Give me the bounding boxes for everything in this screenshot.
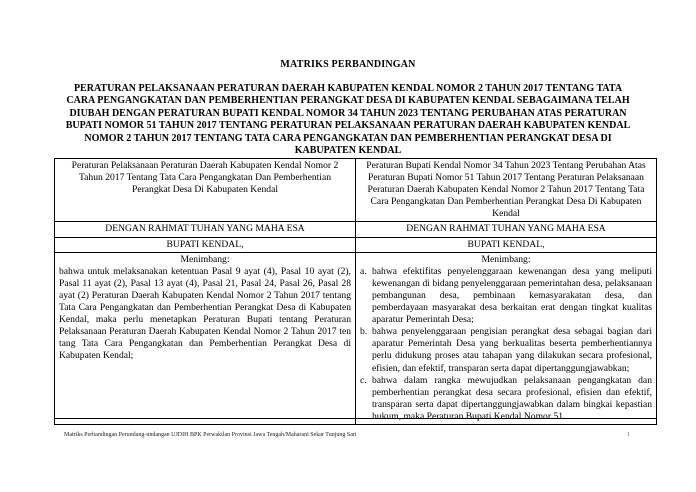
table-header-row [55,159,657,222]
footer-divider [54,418,656,419]
list-item-letter: a. [360,265,367,277]
right-rahmat: DENGAN RAHMAT TUHAN YANG MAHA ESA [356,222,657,237]
list-item-letter: c. [360,374,367,386]
page-number: 1 [627,432,630,438]
list-item-text: bahwa efektifitas penyelenggaraan kewenangan desa yang meliputi kewenangan di bidang penyelenggaraan pemerintahan desa, pelaksanaan pembangunan desa, pembinaan kemasyarakatan desa, dan pemberdayaan masyarakat desa berkaitan erat dengan tingkat kualitas aparatur Pemerintah Desa; [372,265,652,326]
document-title: MATRIKS PERBANDINGAN [280,59,416,70]
list-item-letter: b. [360,326,368,338]
left-menimbang-text: bahwa untuk melaksanakan ketentuan Pasal 9 ayat (4), Pasal 10 ayat (2), Pasal 11 ayat (2), Pasal 13 ayat (4), Pasal 21, Pasal 24, Pasal 26, Pasal 28 ayat (2) Peraturan Daerah Kabupaten Kendal Nomor 2 Tahun 2017 tentang Tata Cara Pengangkatan dan Pemberhentian Perangkat Desa di Kabupaten Kendal, maka perlu menetapkan Peraturan Bupati tentang Peraturan Pelaksanaan Peraturan Daerah Kabupaten Kendal Nomor 2 Tahun 2017 ten tang Tata Cara Pengangkatan dan Pemberhentian Perangkat Desa di Kabupaten Kendal; [59,265,351,362]
list-item [360,326,652,374]
right-menimbang-cell [356,252,657,424]
footer-text: Matriks Perbandingan Perundang-undangan UJDIH BPK Perwakilan Provinsi Jawa Tengah/Maharani Sekar Tunjung Sari [64,432,357,438]
left-menimbang-label: Menimbang: [180,253,230,265]
menimbang-row [55,252,657,424]
left-column-header: Peraturan Pelaksanaan Peraturan Daerah Kabupaten Kendal Nomor 2 Tahun 2017 Tentang Tata Cara Pengangkatan Dan Pemberhentian Perangkat Desa Di Kabupaten Kendal [55,159,356,222]
bupati-row [55,237,657,252]
list-item [360,266,652,326]
list-item-text: bahwa dalam rangka mewujudkan pelaksanaan pengangkatan dan pemberhentian perangkat desa secara profesional, efisien dan efektif, transparan serta dapat dipertanggungjawabkan dalam bingkai kepastian hukum, maka Peraturan Bupati Kendal Nomor 51 [372,374,652,422]
list-item-text: bahwa penyelenggaraan pengisian perangkat desa sebagai bagian dari aparatur Pemerintah Desa yang berkualitas beserta pemberhentiannya perlu didukung proses atau tahapan yang dilakukan secara profesional, efisien, dan efektif, transparan serta dapat dipertanggungjawabkan; [372,326,652,374]
comparison-table [54,158,657,425]
left-menimbang-cell [55,252,356,424]
left-bupati: BUPATI KENDAL, [55,237,356,252]
regulation-title: PERATURAN PELAKSANAAN PERATURAN DAERAH KABUPATEN KENDAL NOMOR 2 TAHUN 2017 TENTANG TATA CARA PENGANGKATAN DAN PEMBERHENTIAN PERANGKAT DESA DI KABUPATEN KENDAL SEBAGAIMANA TELAH DIUBAH DENGAN PERATURAN BUPATI KENDAL NOMOR 34 TAHUN 2023 TENTANG PERUBAHAN ATAS PERATURAN BUPATI NOMOR 51 TAHUN 2017 TENTANG PERATURAN PELAKSANAAN PERATURAN DAERAH KABUPATEN KENDAL NOMOR 2 TAHUN 2017 TENTANG TATA CARA PENGANGKATAN DAN PEMBERHENTIAN PERANGKAT DESA DI KABUPATEN KENDAL [65,83,631,157]
right-bupati: BUPATI KENDAL, [356,237,657,252]
right-menimbang-label: Menimbang: [481,253,531,265]
left-rahmat: DENGAN RAHMAT TUHAN YANG MAHA ESA [55,222,356,237]
rahmat-row [55,222,657,237]
list-item [360,375,652,423]
right-column-header: Peraturan Bupati Kendal Nomor 34 Tahun 2023 Tentang Perubahan Atas Peraturan Bupati Nomor 51 Tahun 2017 Tentang Peraturan Pelaksanaan Peraturan Daerah Kabupaten Kendal Nomor 2 Tahun 2017 Tentang Tata Cara Pengangkatan Dan Pemberhentian Perangkat Desa Di Kabupaten Kendal [356,159,657,222]
